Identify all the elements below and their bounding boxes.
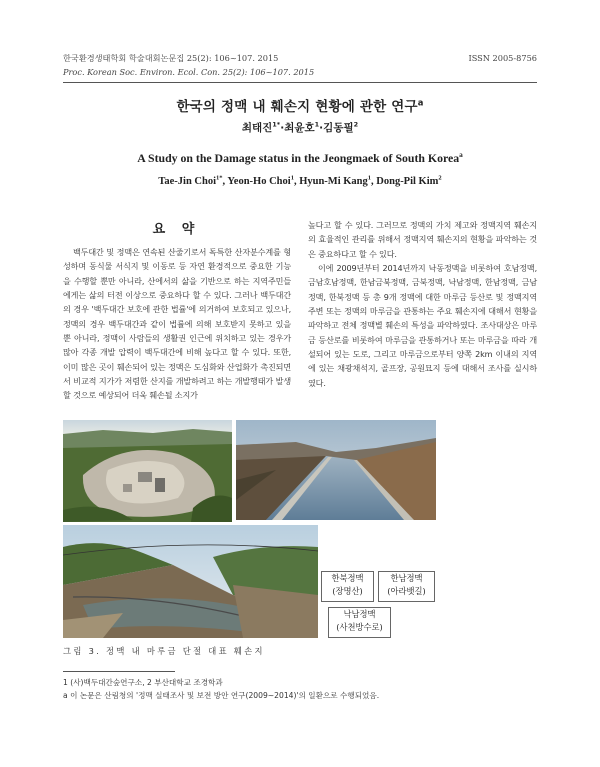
quarry-aerial-photo (63, 420, 232, 522)
authors-korean (0, 120, 600, 135)
journal-citation-ko: 한국환경생태학회 학술대회논문집 25(2): 106~107. 2015 (63, 53, 279, 63)
en-author-affiliation-mark: 1* (216, 174, 223, 182)
authors-english (0, 176, 600, 187)
ko-author-name: 김동필 (323, 122, 354, 134)
issn: ISSN 2005-8756 (468, 53, 537, 63)
ko-author-affiliation-mark: 2 (353, 120, 359, 129)
author-separator: , (293, 176, 300, 187)
author-separator: · (280, 122, 285, 134)
left-column-text (63, 245, 291, 403)
journal-citation-en: Proc. Korean Soc. Environ. Ecol. Con. 25(2): 106~107. 2015 (63, 67, 315, 77)
footnote-affiliations: 1 (사)백두대간숲연구소, 2 부산대학교 조경학과 (63, 678, 223, 687)
photo-label-nagnam: 낙남정맥 (사천방수로) (328, 607, 391, 638)
ko-author-affiliation-mark: 1* (272, 120, 281, 129)
en-author-name: Dong-Pil Kim (376, 176, 439, 187)
abstract-heading: 요 약 (152, 222, 201, 237)
en-author-name: Hyun-Mi Kang (299, 176, 368, 187)
title-english: A Study on the Damage status in the Jeongmaek of South Korea$^a$ (137, 150, 463, 165)
author-separator: , (222, 176, 228, 187)
right-column-text (308, 218, 537, 390)
paragraph: 백두대간 및 정맥은 연속된 산줄기로서 독특한 산자분수계를 형성하며 동식물 서식지 및 이동로 등 자연 환경적으로 중요한 기능을 수행할 뿐만 아니라, 산에서의 삶을 기반으로 하는 지역주민들에게는 삶의 터전 이상으로 중요하다 할 수 있다. 그러나 백두대간의 경우 '백두대간 보호에 관한 법률'에 의거하여 보호되고 있으나, 정맥의 경우 백두대간과 같이 법률에 의해 보호받지 못하고 있을 뿐 아니라, 정맥이 사람들의 생활권 인근에 위치하고 있는 경우가 많아 각종 개발 압력이 백두대간에 비해 높다고 할 수 있다. 또한, 이미 많은 곳이 훼손되어 있는 정맥은 도심화와 산업화가 촉진되면서 비교적 지가가 저렴한 산지를 개발하려고 하는 개발행태가 발생할 것으로 예상되어 더욱 훼손될 소지가 (63, 247, 291, 401)
en-author-affiliation-mark: 1 (290, 174, 294, 182)
photo-label-hannam: 한남정맥 (아라뱃길) (378, 571, 435, 602)
author-separator: , (371, 176, 377, 187)
paragraph: 이에 2009년부터 2014년까지 낙동정맥을 비롯하여 호남정맥, 금남호남정맥, 한남금북정맥, 금북정맥, 낙남정맥, 한남정맥, 금남정맥, 한북정맥 등 총 9개 정맥에 대한 마루금 등산로 및 정맥지역 주변 또는 정맥의 마루금을 관통하는 주요 훼손지에 대해서 현황을 파악하고 전체 정맥별 훼손의 특성을 파악하였다. 조사대상은 마루금 등산로를 비롯하여 마루금을 관통하거나 또는 마루금을 따라 개설되어 있는 도로, 그리고 마루금으로부터 양쪽 2km 이내의 지역에 있는 채광채석지, 골프장, 공원묘지 등에 대해서 조사를 실시하였다. (308, 263, 537, 388)
header-rule (63, 82, 537, 83)
footnote-funding: a 이 논문은 산림청의 '정맥 실태조사 및 보전 방안 연구(2009~2014)'의 일환으로 수행되었음. (63, 691, 380, 700)
ko-author-affiliation-mark: 1 (314, 120, 320, 129)
title-korean: 한국의 정맥 내 훼손지 현황에 관한 연구$^a$ (176, 97, 424, 115)
en-author-affiliation-mark: 1 (367, 174, 372, 182)
ko-author-name: 최윤호 (284, 122, 315, 134)
en-author-name: Tae-Jin Choi (158, 176, 217, 187)
figure-caption: 그림 3. 정맥 내 마루금 단절 대표 훼손지 (63, 646, 265, 656)
paragraph: 높다고 할 수 있다. 그러므로 정맥의 가치 제고와 정맥지역 훼손지의 효율적인 관리를 위해서 정맥지역 훼손지의 현황을 파악하는 것은 중요하다고 할 수 있다. (308, 220, 537, 259)
photo-label-hanbuk: 한북정맥 (장명산) (321, 571, 374, 602)
ko-author-name: 최태진 (241, 122, 273, 134)
canal-photo (236, 420, 436, 520)
floodway-bridge-photo (63, 525, 318, 638)
en-author-affiliation-mark: 2 (438, 174, 442, 182)
author-separator: · (319, 122, 324, 134)
footnote-rule (63, 671, 175, 672)
en-author-name: Yeon-Ho Choi (227, 176, 291, 187)
